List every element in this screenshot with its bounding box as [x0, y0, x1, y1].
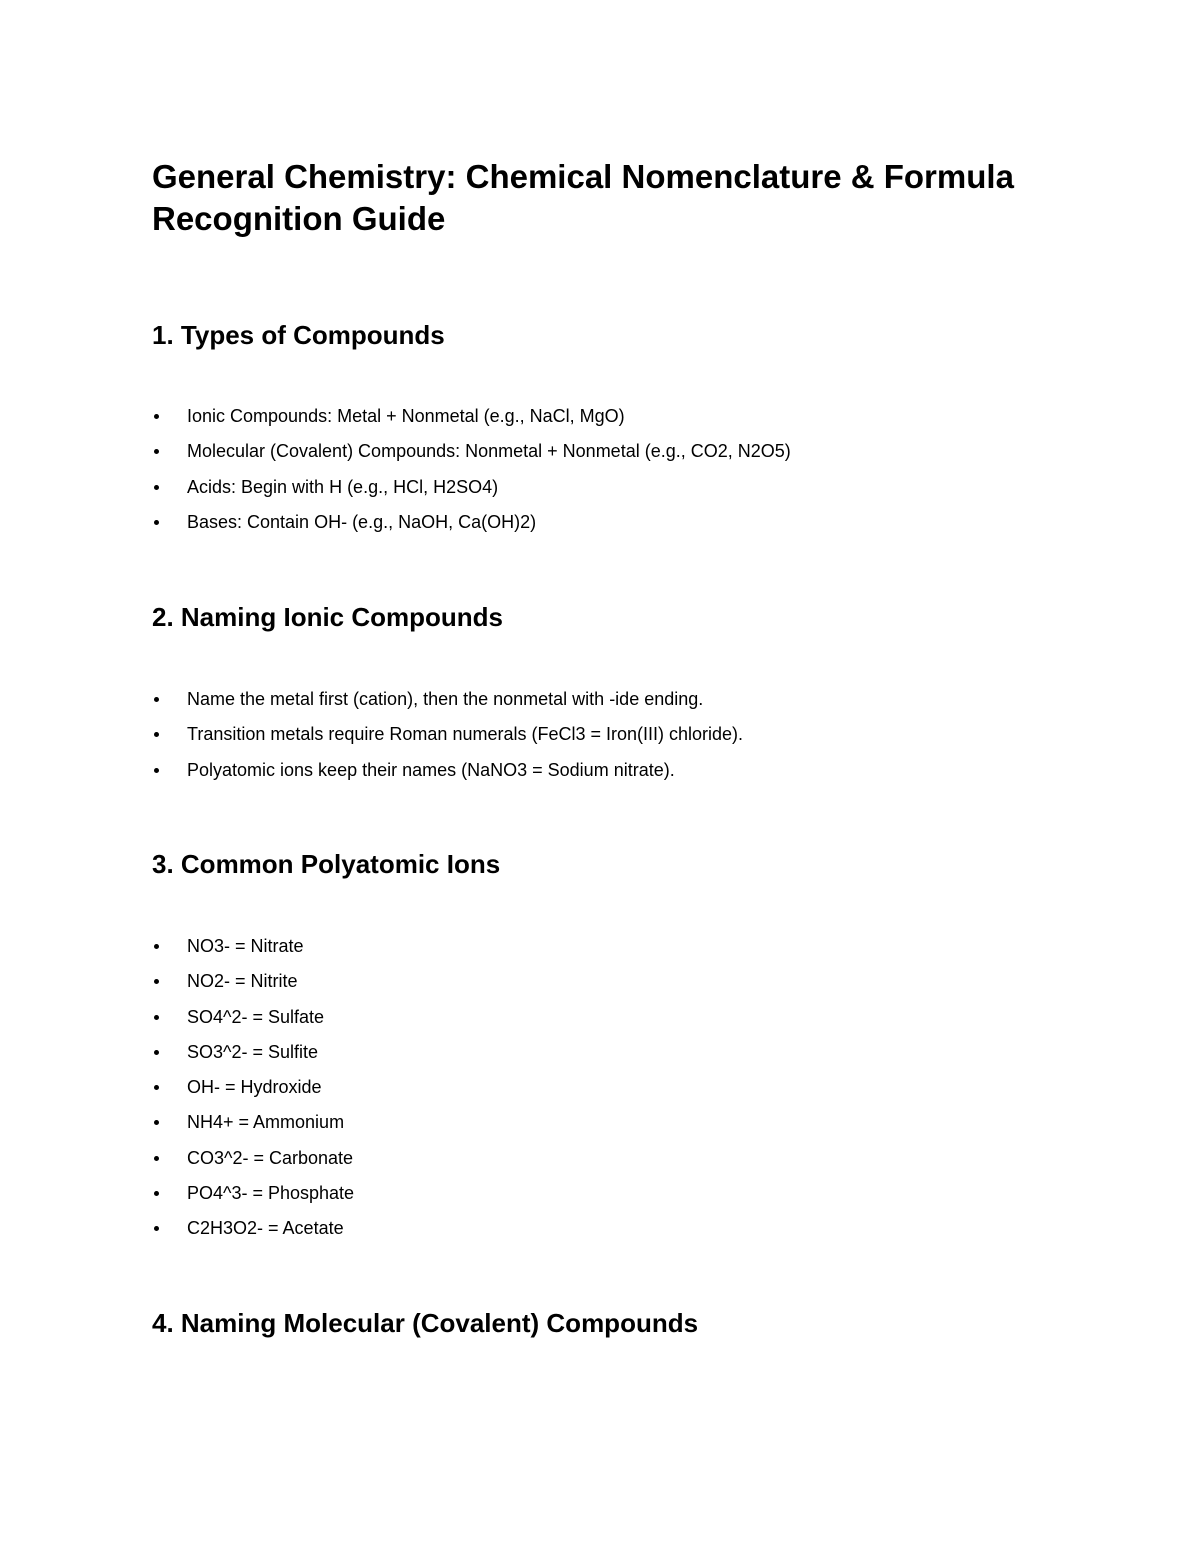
- bullet-icon: [154, 485, 159, 490]
- bullet-icon: [154, 768, 159, 773]
- list-item-text: SO3^2- = Sulfite: [187, 1041, 319, 1062]
- list-item-text: C2H3O2- = Acetate: [187, 1218, 344, 1239]
- bullet-icon: [154, 732, 159, 737]
- bullet-icon: [154, 697, 159, 702]
- list-item-text: Name the metal first (cation), then the nonmetal with -ide ending.: [187, 689, 704, 709]
- bullet-icon: [154, 1226, 159, 1231]
- list-item-text: Polyatomic ions keep their names (NaNO3 = Sodium nitrate).: [187, 759, 675, 780]
- bullet-icon: [154, 944, 159, 949]
- list-item-text: Molecular (Covalent) Compounds: Nonmetal + Nonmetal (e.g., CO2, N2O5): [187, 441, 791, 462]
- list-item-text: CO3^2- = Carbonate: [187, 1147, 354, 1168]
- list-item-text: Bases: Contain OH- (e.g., NaOH, Ca(OH)2): [187, 511, 537, 532]
- bullet-icon: [154, 1156, 159, 1161]
- list-item-text: Ionic Compounds: Metal + Nonmetal (e.g., NaCl, MgO): [187, 406, 625, 426]
- bullet-icon: [154, 1050, 159, 1055]
- list-item-text: PO4^3- = Phosphate: [187, 1183, 355, 1204]
- bullet-icon: [154, 449, 159, 454]
- bullet-icon: [154, 1085, 159, 1090]
- bullet-icon: [154, 979, 159, 984]
- document-title: General Chemistry: Chemical Nomenclature & Formula Recognition Guide: [152, 158, 1014, 237]
- section-heading-naming-ionic-compounds: 2. Naming Ionic Compounds: [152, 602, 504, 632]
- bullet-icon: [154, 520, 159, 525]
- bullet-icon: [154, 1015, 159, 1020]
- list-item-text: NO3- = Nitrate: [187, 936, 304, 956]
- section-heading-types-of-compounds: 1. Types of Compounds: [152, 320, 445, 350]
- bullet-icon: [154, 1120, 159, 1125]
- document-page: [152, 0, 1052, 1553]
- list-item-text: NO2- = Nitrite: [187, 971, 298, 992]
- list-item-text: OH- = Hydroxide: [187, 1077, 322, 1098]
- list-item-text: Acids: Begin with H (e.g., HCl, H2SO4): [187, 476, 499, 497]
- list-item-text: Transition metals require Roman numerals (FeCl3 = Iron(III) chloride).: [187, 724, 744, 745]
- list-item-text: NH4+ = Ammonium: [187, 1112, 345, 1133]
- bullet-icon: [154, 414, 159, 419]
- section-heading-common-polyatomic-ions: 3. Common Polyatomic Ions: [152, 849, 501, 879]
- bullet-icon: [154, 1191, 159, 1196]
- section-heading-naming-molecular-compounds: 4. Naming Molecular (Covalent) Compounds: [152, 1308, 699, 1338]
- list-item-text: SO4^2- = Sulfate: [187, 1006, 325, 1027]
